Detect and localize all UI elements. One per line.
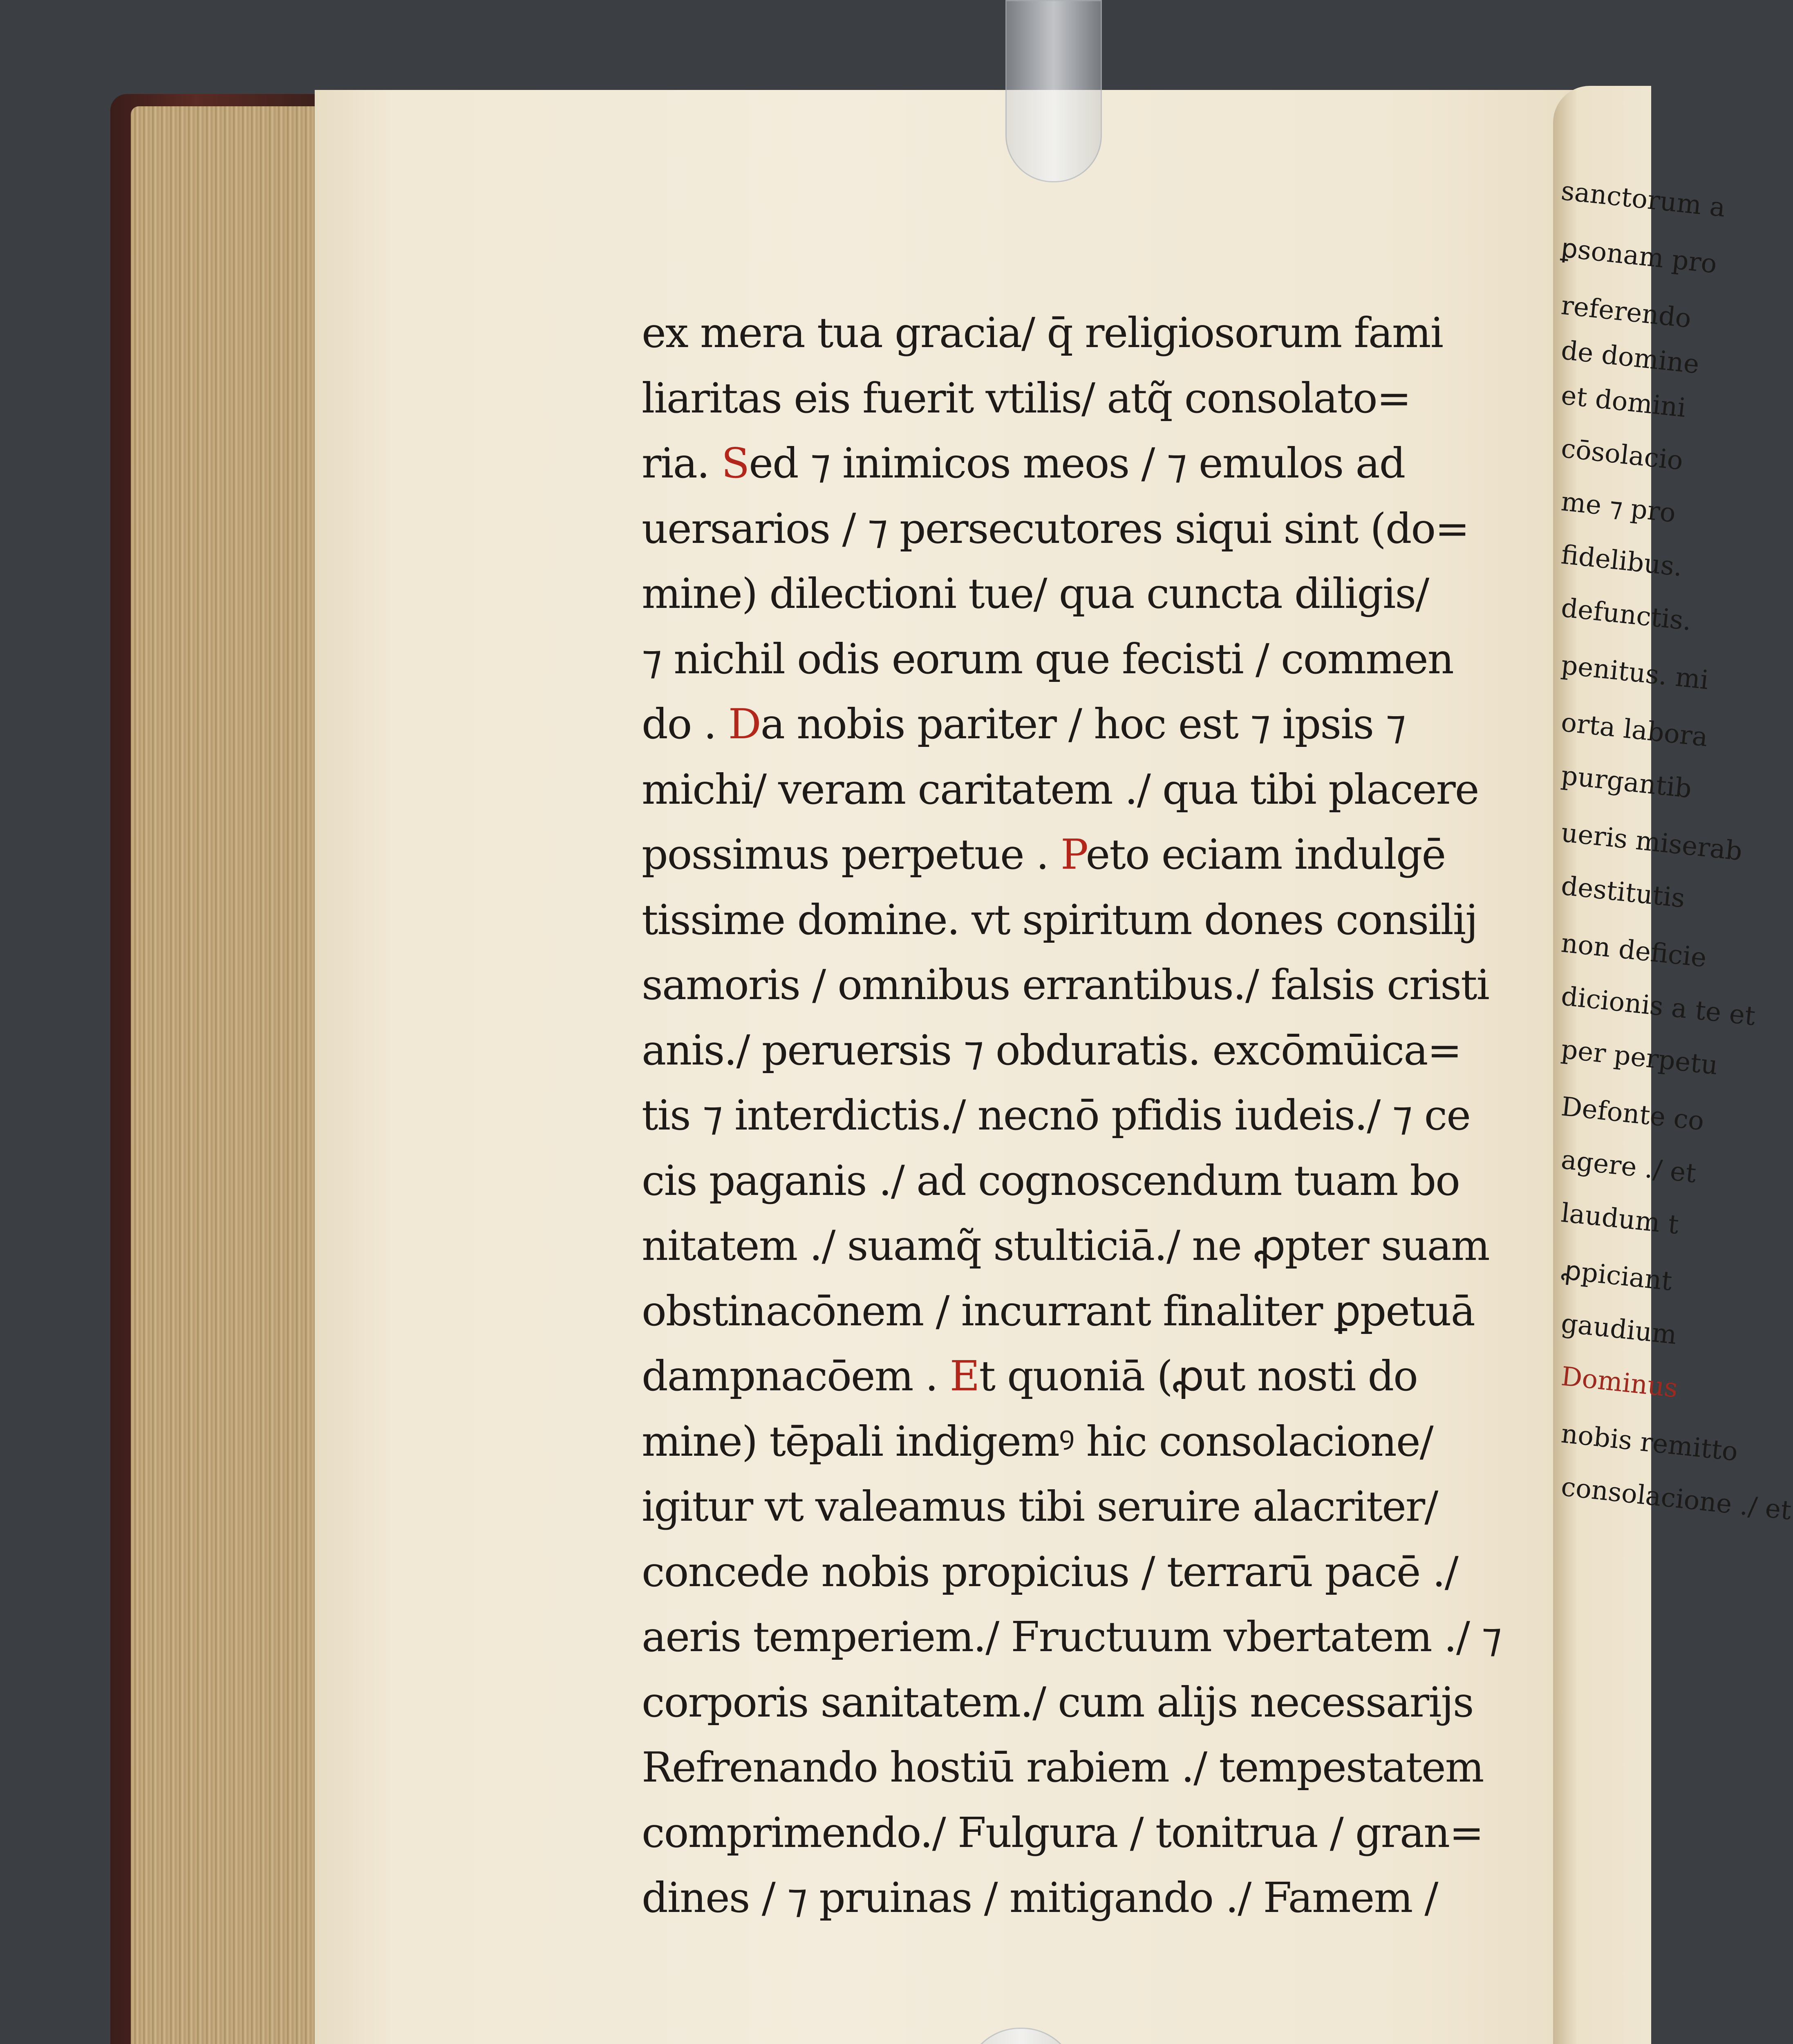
facing-page-fragment: gaudium (1560, 1308, 1679, 1351)
text-line: possimus perpetue . Peto eciam indulgē (642, 830, 1446, 879)
facing-page-fragment: purgantib (1560, 760, 1693, 805)
facing-page-fragment: et domini (1560, 380, 1688, 424)
text-line: do . Da nobis pariter / hoc est ⁊ ipsis ⁊ (642, 700, 1406, 748)
facing-page-fragment: agere ./ et (1560, 1145, 1698, 1189)
text-line: mine) dilectioni tue/ qua cuncta diligis/ (642, 569, 1429, 618)
facing-page-fragment: ꝑsonam pro (1560, 233, 1719, 280)
facing-page-fragment: non deficie (1560, 928, 1708, 974)
rubricated-initial: S (721, 439, 749, 487)
facing-page-fragment: laudum t (1560, 1198, 1681, 1240)
text-line: samoris / omnibus errantibus./ falsis cristi (642, 961, 1489, 1009)
facing-page-fragment: Defonte co (1560, 1091, 1706, 1137)
facing-page-fragment: defunctis. (1560, 593, 1693, 637)
text-line: ria. Sed ⁊ inimicos meos / ⁊ emulos ad (642, 439, 1405, 487)
facing-page-fragment: fidelibus. (1560, 540, 1684, 583)
facing-page-fragment: nobis remitto (1560, 1419, 1739, 1468)
text-line: igitur vt valeamus tibi seruire alacriter/ (642, 1482, 1438, 1531)
text-line: ex mera tua gracia/ q̄ religiosorum fami (642, 309, 1443, 357)
text-line: uersarios / ⁊ persecutores siqui sint (do= (642, 504, 1469, 553)
page-edges (131, 106, 319, 2044)
facing-page (1553, 86, 1793, 2044)
page-clip-top (1005, 0, 1102, 182)
text-line: michi/ veram caritatem ./ qua tibi placere (642, 765, 1479, 814)
text-line: cis paganis ./ ad cognoscendum tuam bo (642, 1156, 1459, 1205)
facing-page-fragment: penitus. mi (1560, 650, 1710, 696)
text-line: dampnacōem . Et quoniā (ꝓut nosti do (642, 1352, 1417, 1400)
text-line: Refrenando hostiū rabiem ./ tempestatem (642, 1743, 1484, 1791)
text-line: tis ⁊ interdictis./ necnō pfidis iudeis./ ⁊ ce (642, 1091, 1470, 1139)
facing-page-fragment: per perpetu (1560, 1034, 1719, 1081)
text-line: nitatem ./ suamq̃ stulticiā./ ne ꝓpter suam (642, 1221, 1489, 1270)
facing-page-fragment: referendo (1560, 290, 1693, 334)
facing-page-fragment: ueris miserab (1560, 818, 1744, 867)
facing-page-fragment: ꝓpiciant (1560, 1255, 1674, 1297)
rubricated-initial: E (949, 1352, 979, 1400)
facing-page-fragment: cōsolacio (1560, 433, 1685, 477)
text-line: anis./ peruersis ⁊ obduratis. excōmūica= (642, 1026, 1462, 1074)
facing-page-fragment: dicionis a te et (1560, 981, 1757, 1032)
text-line: corporis sanitatem./ cum alijs necessarijs (642, 1678, 1473, 1726)
text-line: concede nobis propicius / terrarū pacē ./ (642, 1547, 1458, 1596)
page-text-block (642, 300, 1520, 1931)
rubricated-initial: P (1061, 830, 1086, 879)
facing-page-fragment: destitutis (1560, 871, 1687, 914)
facing-page-fragment: orta labora (1560, 707, 1710, 753)
rubricated-initial: D (728, 700, 761, 748)
facing-page-fragment: de domine (1560, 335, 1701, 380)
text-line: obstinacōnem / incurrant finaliter ꝑpetuā (642, 1286, 1475, 1335)
facing-page-fragment: sanctorum a (1560, 176, 1727, 223)
text-line: ⁊ nichil odis eorum que fecisti / commen (642, 634, 1453, 683)
text-line: liaritas eis fuerit vtilis/ atq̃ consolato= (642, 374, 1411, 422)
text-line: tissime domine. vt spiritum dones consilij (642, 895, 1477, 944)
text-line: comprimendo./ Fulgura / tonitrua / gran= (642, 1808, 1483, 1857)
text-line: mine) tēpali indigemꝰ hic consolacione/ (642, 1417, 1433, 1466)
text-line: dines / ⁊ pruinas / mitigando ./ Famem / (642, 1874, 1438, 1922)
facing-page-fragment: consolacione ./ et (1560, 1472, 1793, 1526)
facing-page-fragment: me ⁊ pro (1560, 486, 1677, 529)
facing-page-fragment: Dominus (1560, 1361, 1679, 1404)
text-line: aeris temperiem./ Fructuum vbertatem ./ ⁊ (642, 1613, 1502, 1661)
